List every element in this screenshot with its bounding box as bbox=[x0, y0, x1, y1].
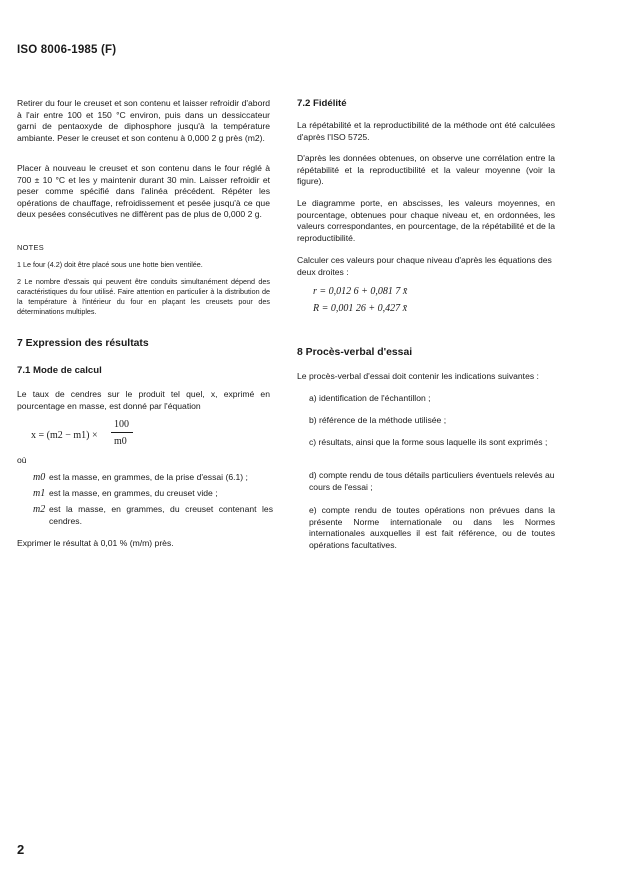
equation-reproducibility: R = 0,001 26 + 0,427 x̄ bbox=[313, 303, 408, 314]
removal-paragraph: Retirer du four le creuset et son contenu et laisser refroidir d'abord à l'air entre 100 et 150 °C environ, puis dans un dessiccateur garni de pentaoxyde de diphosphore jusqu'à la température ambiante. Peser le creuset et son contenu à 0,000 2 g près (m2). bbox=[17, 98, 270, 143]
section-8-title: 8 Procès-verbal d'essai bbox=[297, 347, 413, 358]
symbol-m1: m1 bbox=[33, 488, 46, 499]
definition-m1-text: est la masse, en grammes, du creuset vide ; bbox=[49, 488, 218, 498]
report-item-b: b) référence de la méthode utilisée ; bbox=[309, 415, 447, 425]
fidelity-paragraph-4: Calculer ces valeurs pour chaque niveau d'après les équations des deux droites : bbox=[297, 255, 552, 277]
fidelity-paragraph-2: D'après les données obtenues, on observe une corrélation entre la répétabilité et la reproductibilité et la valeur moyenne (voir la figure). bbox=[297, 153, 555, 187]
report-item-a: a) identification de l'échantillon ; bbox=[309, 393, 431, 403]
fraction-bar bbox=[111, 432, 133, 433]
report-item-d: d) compte rendu de tous détails particuliers éventuels relevés au cours de l'essai ; bbox=[309, 470, 555, 492]
formula-denominator: m0 bbox=[114, 436, 127, 447]
formula-numerator: 100 bbox=[114, 419, 129, 430]
fidelity-paragraph-1: La répétabilité et la reproductibilité de la méthode ont été calculées d'après l'ISO 5725. bbox=[297, 120, 555, 142]
note-2: 2 Le nombre d'essais qui peuvent être conduits simultanément dépend des caractéristiques du four utilisé. Faire attention en particulier à la distribution de la température à l'intérieur du four en plaçant les creusets pour des déterminations multiples. bbox=[17, 277, 270, 316]
notes-title: NOTES bbox=[17, 243, 44, 252]
where-label: où bbox=[17, 455, 27, 465]
section-7-title: 7 Expression des résultats bbox=[17, 338, 149, 349]
report-intro: Le procès-verbal d'essai doit contenir les indications suivantes : bbox=[297, 371, 539, 381]
precision-instruction: Exprimer le résultat à 0,01 % (m/m) près. bbox=[17, 538, 174, 548]
fidelity-paragraph-3: Le diagramme porte, en abscisses, les valeurs moyennes, en pourcentage, obtenues pour chaque niveau et, en ordonnées, les valeurs correspondantes, en pourcentage, de la répétabilité et de la reproductibilité. bbox=[297, 198, 555, 243]
symbol-m2: m2 bbox=[33, 504, 46, 515]
page-number: 2 bbox=[17, 842, 25, 857]
report-item-e: e) compte rendu de toutes opérations non prévues dans la présente Norme internationale ou dans les Normes internationales auxquelles il est fait référence, ou de toutes opérations facultatives. bbox=[309, 505, 555, 550]
calc-intro: Le taux de cendres sur le produit tel quel, x, exprimé en pourcentage en masse, est donné par l'équation bbox=[17, 389, 270, 411]
document-header: ISO 8006-1985 (F) bbox=[17, 44, 117, 56]
definition-m0-text: est la masse, en grammes, de la prise d'essai (6.1) ; bbox=[49, 472, 248, 482]
symbol-m0: m0 bbox=[33, 472, 46, 483]
section-7-1-title: 7.1 Mode de calcul bbox=[17, 365, 102, 376]
reheat-paragraph: Placer à nouveau le creuset et son contenu dans le four réglé à 700 ± 10 °C et les y maintenir durant 30 min. Laisser refroidir et peser comme spécifié dans l'alinéa précédent. Répéter les opérations de chauffage, refroidissement et pesée jusqu'à ce que deux pesées consécutives ne diffèrent pas de plus de 0,000 2 g. bbox=[17, 163, 270, 220]
report-item-c: c) résultats, ainsi que la forme sous laquelle ils sont exprimés ; bbox=[309, 437, 548, 447]
formula-lhs: x = (m2 − m1) × bbox=[31, 430, 98, 441]
note-1: 1 Le four (4.2) doit être placé sous une hotte bien ventilée. bbox=[17, 260, 203, 269]
definition-m2-text: est la masse, en grammes, du creuset contenant les cendres. bbox=[49, 504, 273, 526]
section-7-2-title: 7.2 Fidélité bbox=[297, 98, 347, 109]
equation-repeatability: r = 0,012 6 + 0,081 7 x̄ bbox=[313, 286, 408, 297]
